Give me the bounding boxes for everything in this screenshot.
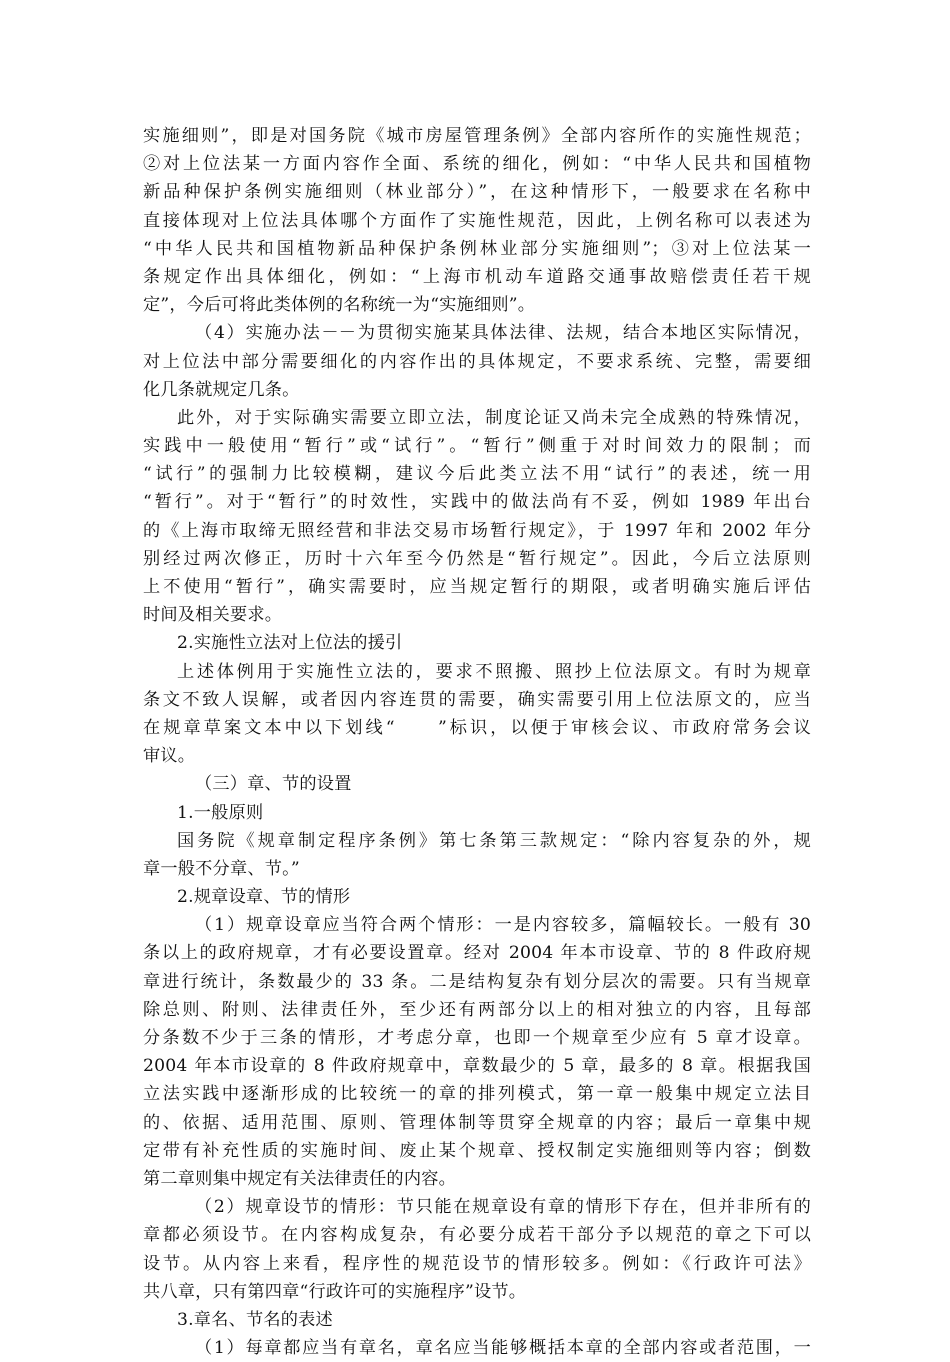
text-line: 对上位法中部分需要细化的内容作出的具体规定，不要求系统、完整，需要细 bbox=[143, 351, 811, 372]
text-line: 章都必须设节。在内容构成复杂，有必要分成若干部分予以规范的章之下可以 bbox=[143, 1225, 811, 1246]
text-line: 化几条就规定几条。 bbox=[143, 379, 300, 400]
text-line: 实施细则”，即是对国务院《城市房屋管理条例》全部内容所作的实施性规范； bbox=[143, 126, 811, 146]
text-line: 立法实践中逐渐形成的比较统一的章的排列模式，第一章一般集中规定立法目 bbox=[143, 1084, 811, 1105]
text-line: （1）每章都应当有章名，章名应当能够概括本章的全部内容或者范围，一 bbox=[195, 1338, 811, 1359]
text-line: 实践中一般使用“暂行”或“试行”。“暂行”侧重于对时间效力的限制；而 bbox=[143, 436, 811, 457]
text-line: 新品种保护条例实施细则（林业部分）”，在这种情形下，一般要求在名称中 bbox=[143, 182, 811, 203]
text-line: 章一般不分章、节。” bbox=[143, 858, 300, 879]
text-line: 的、依据、适用范围、原则、管理体制等贯穿全规章的内容；最后一章集中规 bbox=[143, 1112, 811, 1133]
text-line: 别经过两次修正，历时十六年至今仍然是“暂行规定”。因此，今后立法原则 bbox=[143, 548, 811, 569]
text-line: （三）章、节的设置 bbox=[195, 774, 352, 795]
text-line: 条规定作出具体细化，例如：“上海市机动车道路交通事故赔偿责任若干规 bbox=[143, 266, 811, 287]
text-line: 条文不致人误解，或者因内容连贯的需要，确实需要引用上位法原文的，应当 bbox=[143, 689, 811, 710]
text-line: 共八章，只有第四章“行政许可的实施程序”设节。 bbox=[143, 1281, 527, 1302]
text-line: “暂行”。对于“暂行”的时效性，实践中的做法尚有不妥，例如 1989 年出台 bbox=[143, 492, 811, 513]
text-line: 国务院《规章制定程序条例》第七条第三款规定：“除内容复杂的外，规 bbox=[177, 830, 811, 851]
text-line: 2004 年本市设章的 8 件政府规章中，章数最少的 5 章，最多的 8 章。根据我国 bbox=[143, 1056, 811, 1077]
text-line: 章进行统计，条数最少的 33 条。二是结构复杂有划分层次的需要。只有当规章 bbox=[143, 971, 811, 992]
text-line: 1.一般原则 bbox=[177, 802, 264, 823]
text-line: 除总则、附则、法律责任外，至少还有两部分以上的相对独立的内容，且每部 bbox=[143, 999, 811, 1020]
text-line: 在规章草案文本中以下划线“ ”标识，以便于审核会议、市政府常务会议 bbox=[143, 717, 811, 738]
text-line: 定带有补充性质的实施时间、废止某个规章、授权制定实施细则等内容；倒数 bbox=[143, 1140, 811, 1161]
text-line: “中华人民共和国植物新品种保护条例林业部分实施细则”；③对上位法某一 bbox=[143, 238, 811, 259]
text-line: 时间及相关要求。 bbox=[143, 605, 283, 626]
text-line: 的《上海市取缔无照经营和非法交易市场暂行规定》，于 1997 年和 2002 年分 bbox=[143, 520, 811, 541]
text-line: 条以上的政府规章，才有必要设置章。经对 2004 年本市设章、节的 8 件政府规 bbox=[143, 943, 811, 964]
text-line: 上述体例用于实施性立法的，要求不照搬、照抄上位法原文。有时为规章 bbox=[177, 661, 811, 682]
text-line: 分条数不少于三条的情形，才考虑分章，也即一个规章至少应有 5 章才设章。 bbox=[143, 1028, 811, 1048]
text-line: ②对上位法某一方面内容作全面、系统的细化，例如：“中华人民共和国植物 bbox=[143, 154, 811, 175]
text-line: 设节。从内容上来看，程序性的规范设节的情形较多。例如：《行政许可法》 bbox=[143, 1253, 811, 1274]
text-line: （4）实施办法－－为贯彻实施某具体法律、法规，结合本地区实际情况， bbox=[195, 323, 811, 344]
text-line: 2.规章设章、节的情形 bbox=[177, 887, 351, 908]
text-line: 上不使用“暂行”，确实需要时，应当规定暂行的期限，或者明确实施后评估 bbox=[143, 577, 811, 597]
text-line: （1）规章设章应当符合两个情形：一是内容较多，篇幅较长。一般有 30 bbox=[195, 915, 811, 936]
text-line: （2）规章设节的情形：节只能在规章设有章的情形下存在，但并非所有的 bbox=[195, 1197, 811, 1218]
text-line: 3.章名、节名的表述 bbox=[177, 1309, 333, 1330]
text-line: 审议。 bbox=[143, 746, 196, 767]
text-line: “试行”的强制力比较模糊，建议今后此类立法不用“试行”的表述，统一用 bbox=[143, 464, 811, 485]
text-line: 此外，对于实际确实需要立即立法，制度论证又尚未完全成熟的特殊情况， bbox=[177, 407, 811, 428]
document-page bbox=[143, 122, 811, 1362]
text-line: 定”，今后可将此类体例的名称统一为“实施细则”。 bbox=[143, 295, 536, 316]
text-line: 直接体现对上位法具体哪个方面作了实施性规范，因此，上例名称可以表述为 bbox=[143, 210, 811, 231]
text-line: 2.实施性立法对上位法的援引 bbox=[177, 633, 403, 654]
text-line: 第二章则集中规定有关法律责任的内容。 bbox=[143, 1168, 456, 1189]
